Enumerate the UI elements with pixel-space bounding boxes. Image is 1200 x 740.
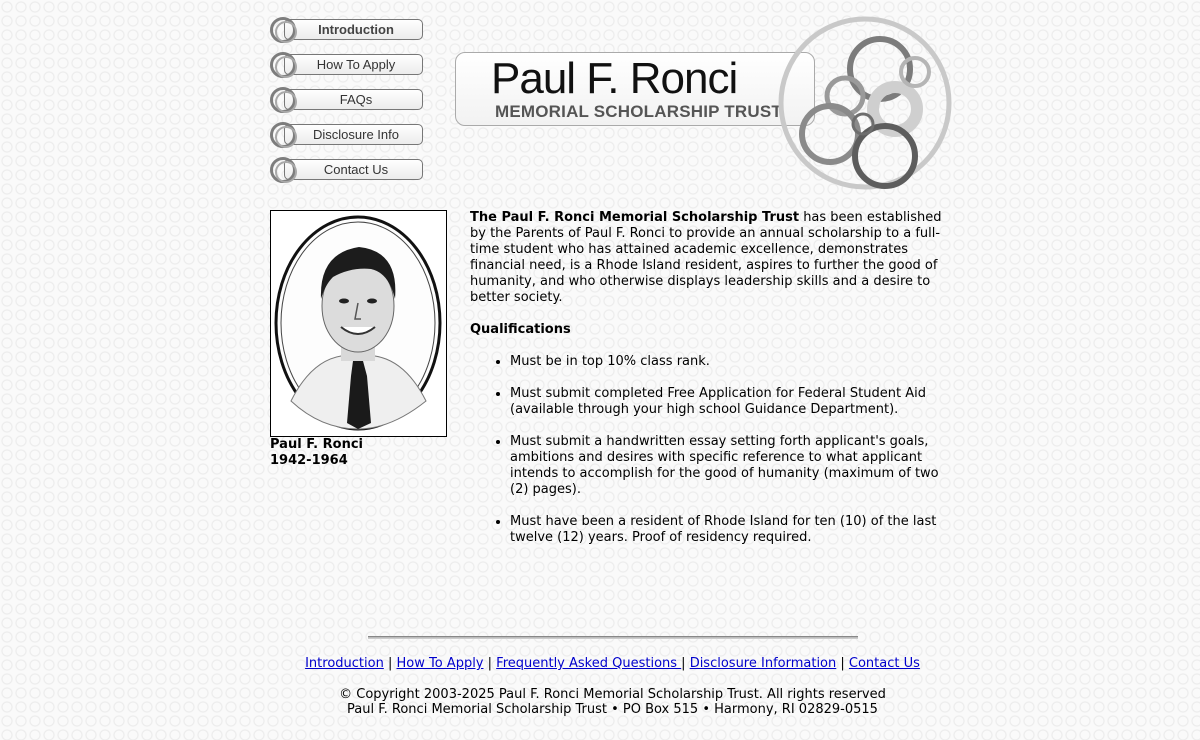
nav-label: Disclosure Info — [313, 127, 399, 142]
logo-subtitle: MEMORIAL SCHOLARSHIP TRUST — [495, 102, 782, 121]
intro-strong: The Paul F. Ronci Memorial Scholarship Trust — [470, 210, 800, 225]
ring-icon — [275, 56, 297, 78]
footer-nav — [0, 656, 1200, 671]
footer-separator: | — [483, 656, 497, 671]
footer-separator: | — [836, 656, 849, 671]
logo-title: Paul F. Ronci — [491, 54, 738, 103]
footer-divider — [368, 636, 858, 639]
portrait-drawing — [271, 211, 446, 436]
caption-name: Paul F. Ronci — [270, 437, 363, 452]
nav-label: Contact Us — [323, 162, 389, 177]
caption-years: 1942-1964 — [270, 453, 348, 468]
nav-label: FAQs — [339, 92, 373, 107]
intro-text: has been established by the Parents of Paul F. Ronci to provide an annual scholarship to a full-time student who has attained academic excellence, demonstrates financial need, is a Rhode Island resident, aspires to further the good of humanity, and who otherwise displays leadership skills and a desire to better society. — [470, 210, 942, 305]
side-nav — [270, 17, 430, 192]
list-item: • Must have been a resident of Rhode Island for ten (10) of the last twelve (12) years. Proof of residency required. — [510, 514, 950, 546]
photo-caption — [270, 437, 363, 469]
footer-separator: | — [681, 656, 690, 671]
qualifications-list — [470, 354, 950, 546]
list-item: • Must submit a handwritten essay setting forth applicant's goals, ambitions and desires with specific reference to what applicant intends to accomplish for the good of humanity (maximum of two (2) pages). — [510, 434, 950, 498]
intro-paragraph — [470, 210, 950, 306]
qualifications-heading: Qualifications — [470, 322, 571, 337]
nav-label: How To Apply — [316, 57, 396, 72]
address-text: Paul F. Ronci Memorial Scholarship Trust • PO Box 515 • Harmony, RI 02829-0515 — [347, 702, 878, 717]
list-item: • Must submit completed Free Application for Federal Student Aid (available through your high school Guidance Department). — [510, 386, 950, 418]
ring-icon — [275, 21, 297, 43]
footer-link-introduction[interactable]: Introduction — [305, 656, 384, 671]
ring-icon — [275, 91, 297, 113]
ring-icon — [275, 126, 297, 148]
portrait-image — [270, 210, 447, 437]
site-logo — [455, 14, 955, 192]
nav-disclosure-info[interactable] — [270, 122, 425, 147]
copyright-text: © Copyright 2003-2025 Paul F. Ronci Memorial Scholarship Trust. All rights reserved — [339, 687, 886, 702]
footer-link-faq[interactable]: Frequently Asked Questions — [496, 656, 682, 671]
nav-faqs[interactable] — [270, 87, 425, 112]
main-content — [470, 210, 950, 562]
nav-label: Introduction — [318, 22, 394, 37]
list-item: • Must be in top 10% class rank. — [510, 354, 950, 370]
footer-separator: | — [383, 656, 397, 671]
footer-link-disclosure[interactable]: Disclosure Information — [689, 656, 837, 671]
nav-contact-us[interactable] — [270, 157, 425, 182]
ring-icon — [275, 161, 297, 183]
nav-how-to-apply[interactable] — [270, 52, 425, 77]
footer-link-contact[interactable]: Contact Us — [848, 656, 920, 671]
footer-link-how-to-apply[interactable]: How To Apply — [396, 656, 484, 671]
circles-logo-icon — [775, 14, 955, 192]
copyright-block — [0, 687, 1200, 717]
nav-introduction[interactable] — [270, 17, 425, 42]
